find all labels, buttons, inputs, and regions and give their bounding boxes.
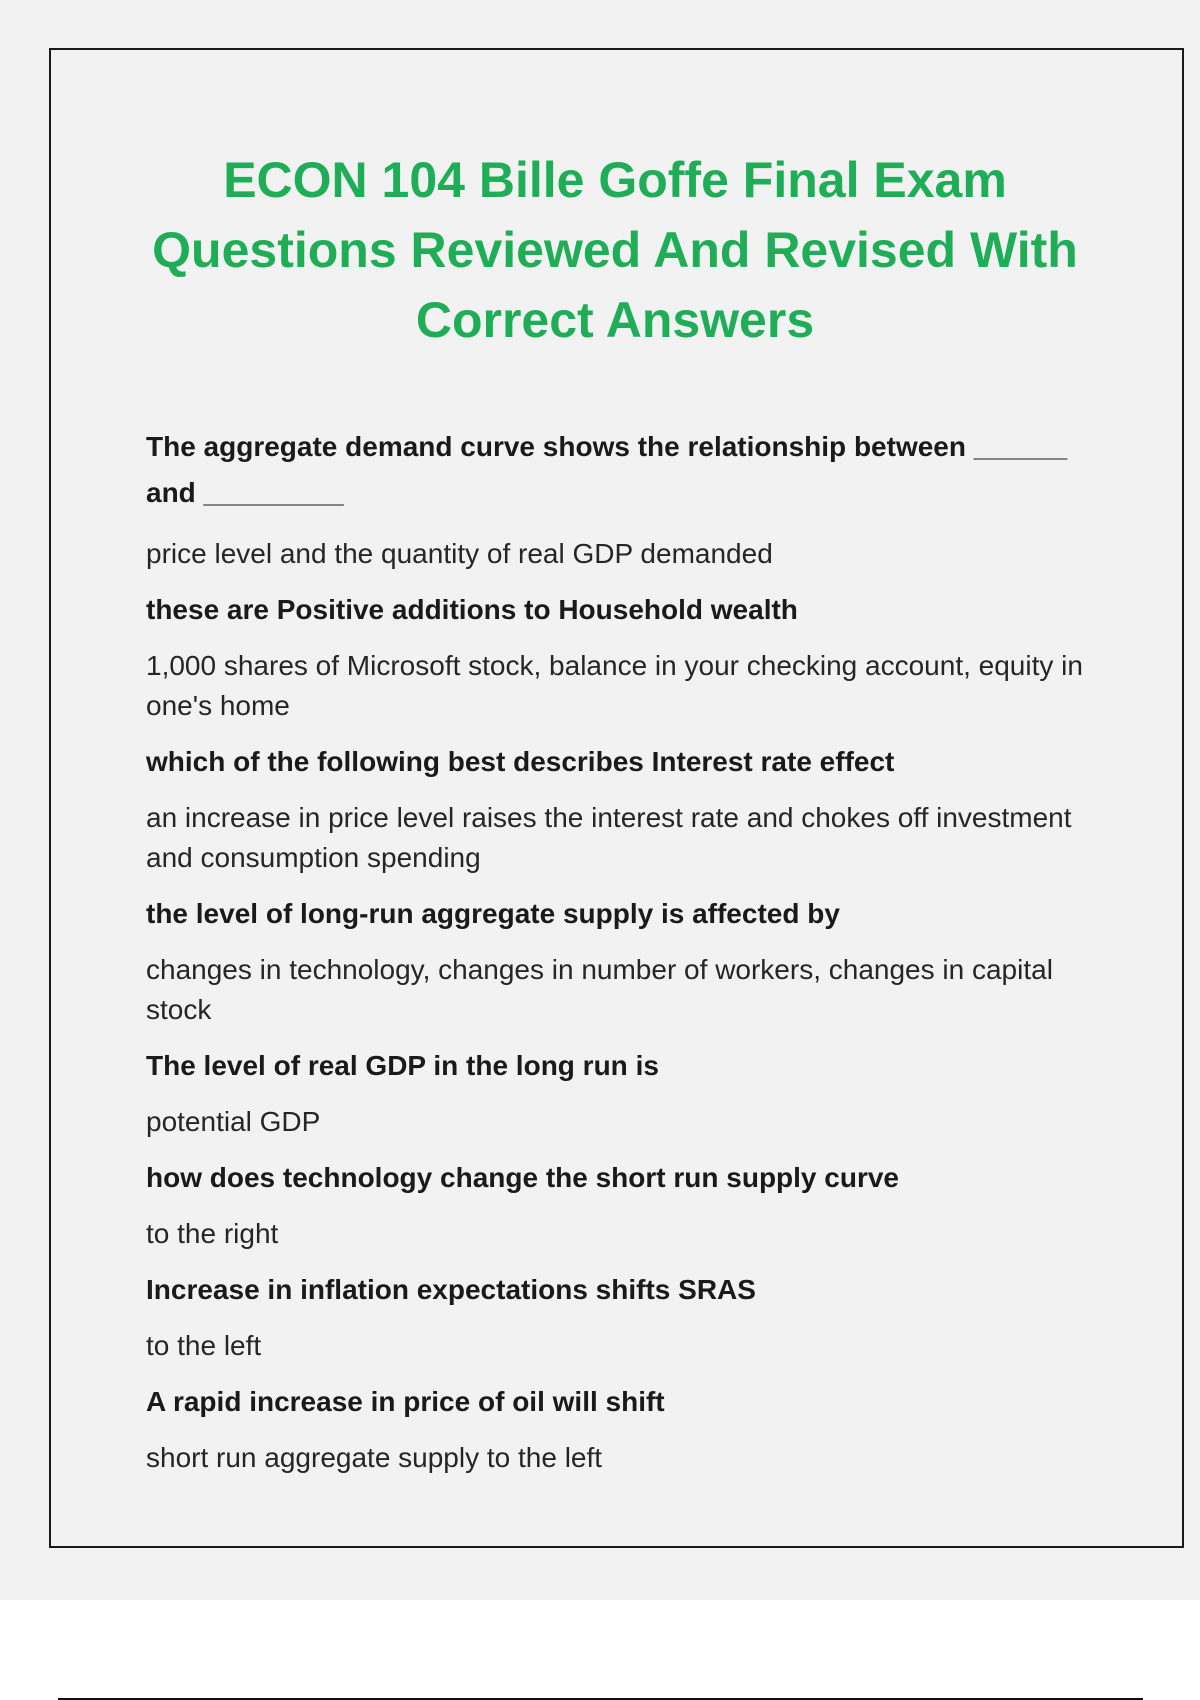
question-text: how does technology change the short run supply curve	[146, 1162, 899, 1193]
qa-item	[146, 894, 1086, 1030]
question-text: The level of real GDP in the long run is	[146, 1050, 659, 1081]
qa-item	[146, 1270, 1086, 1366]
answer-text: to the right	[146, 1218, 279, 1249]
qa-item	[146, 1046, 1086, 1142]
qa-item	[146, 1158, 1086, 1254]
question-text: which of the following best describes Interest rate effect	[146, 746, 895, 777]
answer-text: to the left	[146, 1330, 262, 1361]
question-text: Increase in inflation expectations shifts SRAS	[146, 1274, 756, 1305]
answer-text: price level and the quantity of real GDP demanded	[146, 538, 773, 569]
qa-item	[146, 742, 1086, 878]
answer-text: short run aggregate supply to the left	[146, 1442, 603, 1473]
answer-text: 1,000 shares of Microsoft stock, balance in your checking account, equity in one's home	[146, 650, 1083, 721]
answer-text: changes in technology, changes in number of workers, changes in capital stock	[146, 954, 1053, 1025]
question-text: these are Positive additions to Household wealth	[146, 594, 798, 625]
question-answer-list	[146, 424, 1086, 1494]
qa-item	[146, 590, 1086, 726]
answer-text: an increase in price level raises the interest rate and chokes off investment and consumption spending	[146, 802, 1072, 873]
question-text: The aggregate demand curve shows the relationship between ______ and _________	[146, 431, 1068, 508]
answer-text: potential GDP	[146, 1106, 321, 1137]
qa-item	[146, 424, 1086, 574]
question-text: the level of long-run aggregate supply is affected by	[146, 898, 840, 929]
qa-item	[146, 1382, 1086, 1478]
question-text: A rapid increase in price of oil will shift	[146, 1386, 665, 1417]
document-title: ECON 104 Bille Goffe Final Exam Questions Reviewed And Revised With Correct Answers	[152, 152, 1078, 348]
